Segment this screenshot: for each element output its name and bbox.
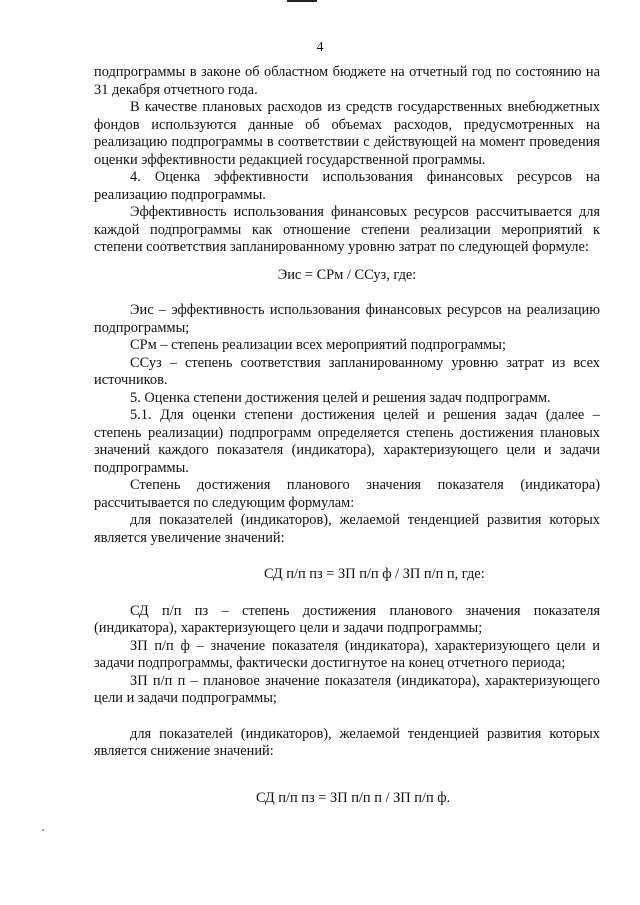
page-number: 4 bbox=[316, 40, 324, 55]
paragraph-efficiency-definition: Эффективность использования финансовых ресурсов рассчитывается для каждой подпрограммы как отношение степени реализации мероприятий к степени соответствия запланированному уровню затрат по следующей формуле: bbox=[94, 204, 600, 255]
section-heading-4: 4. Оценка эффективности использования финансовых ресурсов на реализацию подпрограммы. bbox=[94, 169, 600, 203]
definition-eis: Эис – эффективность использования финансовых ресурсов на реализацию подпрограммы; bbox=[94, 302, 600, 336]
formula-eis: Эис = СРм / ССуз, где: bbox=[277, 266, 417, 283]
definition-srm: СРм – степень реализации всех мероприятий подпрограммы; bbox=[130, 337, 506, 353]
paragraph-planned-expenses: В качестве плановых расходов из средств государственных внебюджетных фондов используются данные об объемах расходов, предусмотренных на реализацию подпрограммы в соответствии с действующей на момент проведения оценки эффективности редакцией государственной программы. bbox=[94, 99, 600, 168]
formula-sd-increase: СД п/п пз = ЗП п/п ф / ЗП п/п п, где: bbox=[264, 566, 485, 582]
page-top-mark bbox=[287, 0, 317, 2]
definition-zp-p: ЗП п/п п – плановое значение показателя (индикатора), характеризующего цели и задачи подпрограммы; bbox=[94, 672, 600, 706]
definition-sd: СД п/п пз – степень достижения планового значения показателя (индикатора), характеризующего цели и задачи подпрограммы; bbox=[94, 602, 600, 636]
paragraph-decrease-indicators: для показателей (индикаторов), желаемой тенденцией развития которых является снижение значений: bbox=[94, 725, 600, 759]
paragraph-achievement-degree: Степень достижения планового значения показателя (индикатора) рассчитывается по следующим формулам: bbox=[94, 477, 600, 511]
definition-zp-f: ЗП п/п ф – значение показателя (индикатора), характеризующего цели и задачи подпрограммы, фактически достигнутое на конец отчетного периода; bbox=[94, 637, 600, 671]
paragraph-budget-law: подпрограммы в законе об областном бюджете на отчетный год по состоянию на 31 декабря отчетного года. bbox=[94, 64, 600, 98]
margin-speck bbox=[42, 829, 44, 831]
section-heading-5: 5. Оценка степени достижения целей и решения задач подпрограмм. bbox=[130, 389, 551, 406]
paragraph-increase-indicators: для показателей (индикаторов), желаемой тенденцией развития которых является увеличение значений: bbox=[94, 512, 600, 546]
paragraph-5-1: 5.1. Для оценки степени достижения целей и решения задач (далее – степень реализации) подпрограмм определяется степень достижения плановых значений каждого показателя (индикатора), характеризующего цели и задачи подпрограммы. bbox=[94, 407, 600, 476]
definition-ssuz: ССуз – степень соответствия запланированному уровню затрат из всех источников. bbox=[94, 354, 600, 388]
document-body bbox=[94, 64, 600, 807]
formula-sd-decrease: СД п/п пз = ЗП п/п п / ЗП п/п ф. bbox=[256, 789, 451, 806]
